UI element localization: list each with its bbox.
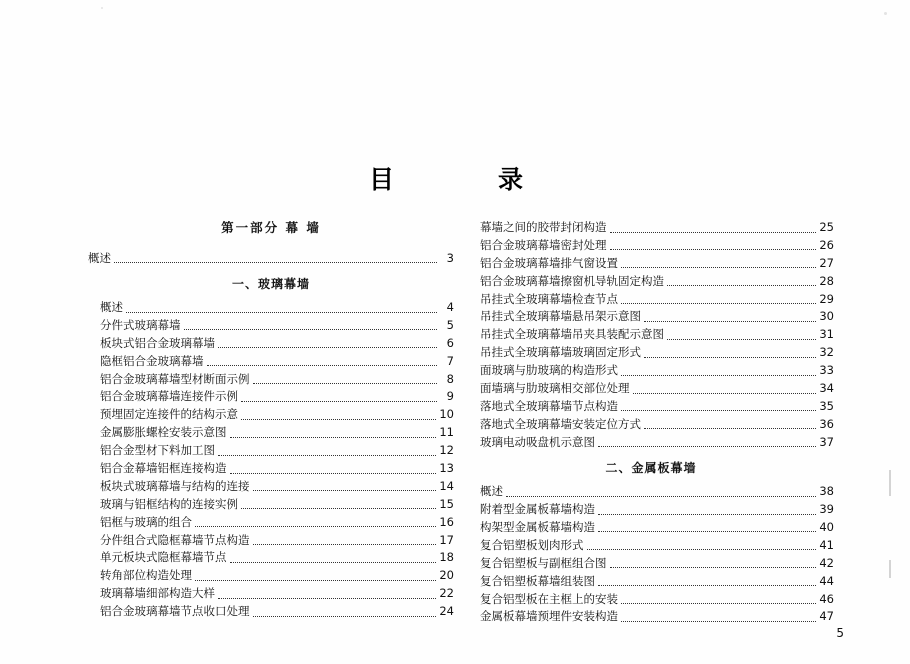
toc-entry-label: 铝合金玻璃幕墙节点收口处理 [100,604,250,619]
dot-leader [621,261,816,268]
toc-entry[interactable] [468,273,834,288]
toc-entry-label: 板块式铝合金玻璃幕墙 [100,335,215,350]
toc-entry[interactable] [88,391,454,403]
dot-leader [598,525,816,532]
toc-entry-label: 附着型金属板幕墙构造 [480,502,595,517]
toc-entry-page: 20 [439,568,454,583]
dot-leader [621,615,816,622]
page-number: 5 [836,626,844,640]
toc-entry[interactable] [468,255,834,270]
toc-entry-page: 9 [446,389,454,404]
toc-entry-label: 幕墙之间的胶带封闭构造 [480,220,607,234]
toc-entry-page: 25 [819,220,834,234]
toc-entry[interactable] [88,427,454,439]
toc-entry-label: 金属板幕墙预埋件安装构造 [480,609,618,624]
toc-entry[interactable] [88,371,454,386]
toc-entry-label: 吊挂式全玻璃幕墙悬吊架示意图 [480,309,641,324]
toc-entry-label: 落地式全玻璃幕墙安装定位方式 [480,416,641,431]
dot-leader [621,597,816,604]
toc-entry-label: 吊挂式全玻璃幕墙检查节点 [480,291,618,306]
toc-entry-page: 41 [819,537,834,552]
section-heading: 一、玻璃幕墙 [231,277,310,291]
toc-entry-page: 47 [819,609,834,624]
toc-entry[interactable] [88,606,454,618]
toc-entry-page: 26 [819,237,834,252]
toc-entry-page: 28 [819,273,834,288]
page-title: 目 录 [368,165,541,194]
dot-leader [253,377,438,384]
toc-entry[interactable] [468,434,834,449]
toc-entry-page: 34 [819,381,834,396]
dot-leader [610,226,817,233]
toc-entry[interactable] [468,311,834,323]
toc-entry-label: 隐框铝合金玻璃幕墙 [100,353,204,368]
toc-entry[interactable] [88,445,454,457]
toc-entry-label: 复合铝塑板与副框组合图 [480,555,607,570]
toc-entry-page: 33 [819,363,834,378]
scan-speck [884,12,887,15]
toc-entry-label: 板块式玻璃幕墙与结构的连接 [100,478,250,493]
toc-entry-label: 铝合金玻璃幕墙擦窗机导轨固定构造 [480,273,664,288]
toc-entry[interactable] [468,222,834,234]
dot-leader [253,484,437,491]
toc-entry[interactable] [88,317,454,332]
section-heading: 二、金属板幕墙 [605,461,697,476]
toc-entry-page: 6 [446,335,454,350]
dot-leader [241,502,436,509]
dot-leader [126,306,437,313]
dot-leader [218,592,436,599]
toc-entry-label: 面玻璃与肋玻璃的构造形式 [480,363,618,378]
toc-entry[interactable] [468,398,834,413]
toc-entry-label: 铝合金幕墙铝框连接构造 [100,461,227,476]
toc-entry-page: 27 [819,255,834,270]
toc-entry-label: 铝框与玻璃的组合 [100,514,192,529]
dot-leader [218,449,436,456]
dot-leader [184,323,438,330]
toc-entry[interactable] [88,409,454,421]
dot-leader [610,243,817,250]
toc-entry[interactable] [468,591,834,606]
toc-entry-page: 29 [819,291,834,306]
toc-entry-label: 铝合金玻璃幕墙密封处理 [480,237,607,252]
toc-entry-page: 38 [819,484,834,499]
toc-entry-label: 概述 [88,250,111,265]
scan-edge-mark [889,470,891,496]
toc-entry-page: 4 [446,300,454,314]
toc-entry-page: 12 [439,443,454,458]
scan-speck [101,7,103,9]
dot-leader [230,431,437,438]
toc-entry-label: 复合铝塑板划肉形式 [480,537,584,552]
dot-leader [610,561,817,568]
toc-entry[interactable] [88,478,454,493]
toc-entry-page: 16 [439,514,454,529]
toc-entry-page: 15 [439,496,454,511]
dot-leader [621,404,816,411]
part-heading: 第一部分 幕 墙 [221,220,321,235]
toc-entry-label: 预埋固定连接件的结构示意 [100,407,238,422]
toc-entry-page: 10 [439,407,454,422]
toc-entry-label: 吊挂式全玻璃幕墙吊夹具装配示意图 [480,327,664,342]
toc-entry[interactable] [468,555,834,570]
toc-entry-label: 铝合金玻璃幕墙排气窗设置 [480,255,618,270]
toc-entry-page: 37 [819,434,834,449]
toc-entry[interactable] [468,504,834,516]
dot-leader [633,387,817,394]
toc-entry[interactable] [468,611,834,623]
toc-entry[interactable] [88,302,454,314]
dot-leader [253,610,437,617]
toc-entry[interactable] [88,570,454,582]
dot-leader [587,543,817,550]
toc-entry-page: 44 [819,573,834,588]
toc-entry[interactable] [88,532,454,547]
toc-entry-page: 39 [819,502,834,517]
toc-entry-label: 吊挂式全玻璃幕墙玻璃固定形式 [480,345,641,360]
toc-entry-page: 40 [819,519,834,534]
toc-entry[interactable] [88,588,454,600]
dot-leader [218,341,437,348]
dot-leader [644,351,816,358]
toc-entry[interactable] [468,573,834,588]
dot-leader [598,508,816,515]
toc-entry-label: 面墙璃与肋玻璃相交部位处理 [480,381,630,396]
toc-entry-label: 铝合金型材下料加工图 [100,443,215,458]
toc-entry-page: 42 [819,555,834,570]
toc-entry[interactable] [88,552,454,564]
dot-leader [598,579,816,586]
dot-leader [667,333,816,340]
toc-entry-page: 14 [439,478,454,493]
toc-entry-label: 复合铝塑板幕墙组装图 [480,573,595,588]
dot-leader [506,490,816,497]
toc-entry-label: 转角部位构造处理 [100,568,192,583]
toc-entry-page: 22 [439,586,454,601]
toc-entry-label: 分件组合式隐框幕墙节点构造 [100,532,250,547]
toc-entry-page: 3 [446,250,454,265]
dot-leader [667,279,816,286]
toc-entry-label: 单元板块式隐框幕墙节点 [100,550,227,565]
dot-leader [253,538,437,545]
toc-entry-label: 复合铝型板在主框上的安装 [480,591,618,606]
toc-entry-page: 36 [819,416,834,431]
toc-entry[interactable] [468,347,834,359]
toc-entry-page: 7 [446,353,454,368]
toc-entry-label: 构架型金属板幕墙构造 [480,519,595,534]
toc-entry[interactable] [468,291,834,306]
toc-entry-page: 11 [439,425,454,440]
toc-entry[interactable] [88,463,454,475]
toc-entry[interactable] [468,383,834,395]
toc-entry-page: 24 [439,604,454,619]
toc-entry-label: 概述 [100,300,123,314]
dot-leader [644,422,816,429]
dot-leader [621,297,816,304]
dot-leader [230,556,437,563]
toc-entry-page: 5 [446,317,454,332]
toc-entry-label: 铝合金玻璃幕墙连接件示例 [100,389,238,404]
toc-entry-page: 30 [819,309,834,324]
dot-leader [195,520,436,527]
toc-entry-page: 18 [439,550,454,565]
toc-entry-label: 玻璃幕墙细部构造大样 [100,586,215,601]
dot-leader [207,359,438,366]
toc-entry[interactable] [88,335,454,350]
toc-entry[interactable] [468,237,834,252]
toc-entry[interactable] [88,496,454,511]
dot-leader [241,395,437,402]
toc-entry-label: 铝合金玻璃幕墙型材断面示例 [100,371,250,386]
toc-entry-label: 落地式全玻璃幕墙节点构造 [480,398,618,413]
toc-entry-label: 金属膨胀螺栓安装示意图 [100,425,227,440]
toc-column-left [88,222,454,624]
toc-entry[interactable] [468,365,834,377]
dot-leader [621,369,816,376]
toc-entry-label: 玻璃电动吸盘机示意图 [480,434,595,449]
toc-entry-label: 分件式玻璃幕墙 [100,317,181,332]
toc-entry-label: 玻璃与铝框结构的连接实例 [100,496,238,511]
toc-entry[interactable] [88,514,454,529]
scan-edge-mark [889,560,891,578]
toc-entry[interactable] [88,353,454,368]
dot-leader [195,574,436,581]
toc-entry[interactable] [468,329,834,341]
dot-leader [644,315,816,322]
toc-entry[interactable] [468,537,834,552]
dot-leader [598,440,816,447]
toc-column-right [468,222,834,629]
toc-entry-page: 8 [446,371,454,386]
toc-entry[interactable] [468,416,834,431]
toc-entry-page: 17 [439,532,454,547]
toc-entry[interactable] [468,486,834,498]
toc-entry-page: 46 [819,591,834,606]
dot-leader [241,413,436,420]
toc-entry[interactable] [468,519,834,534]
toc-entry-page: 13 [439,461,454,476]
toc-entry-page: 35 [819,398,834,413]
toc-entry-page: 32 [819,345,834,360]
dot-leader [230,467,437,474]
toc-entry-label: 概述 [480,484,503,499]
toc-entry[interactable] [88,250,454,265]
dot-leader [114,256,437,263]
toc-entry-page: 31 [819,327,834,342]
